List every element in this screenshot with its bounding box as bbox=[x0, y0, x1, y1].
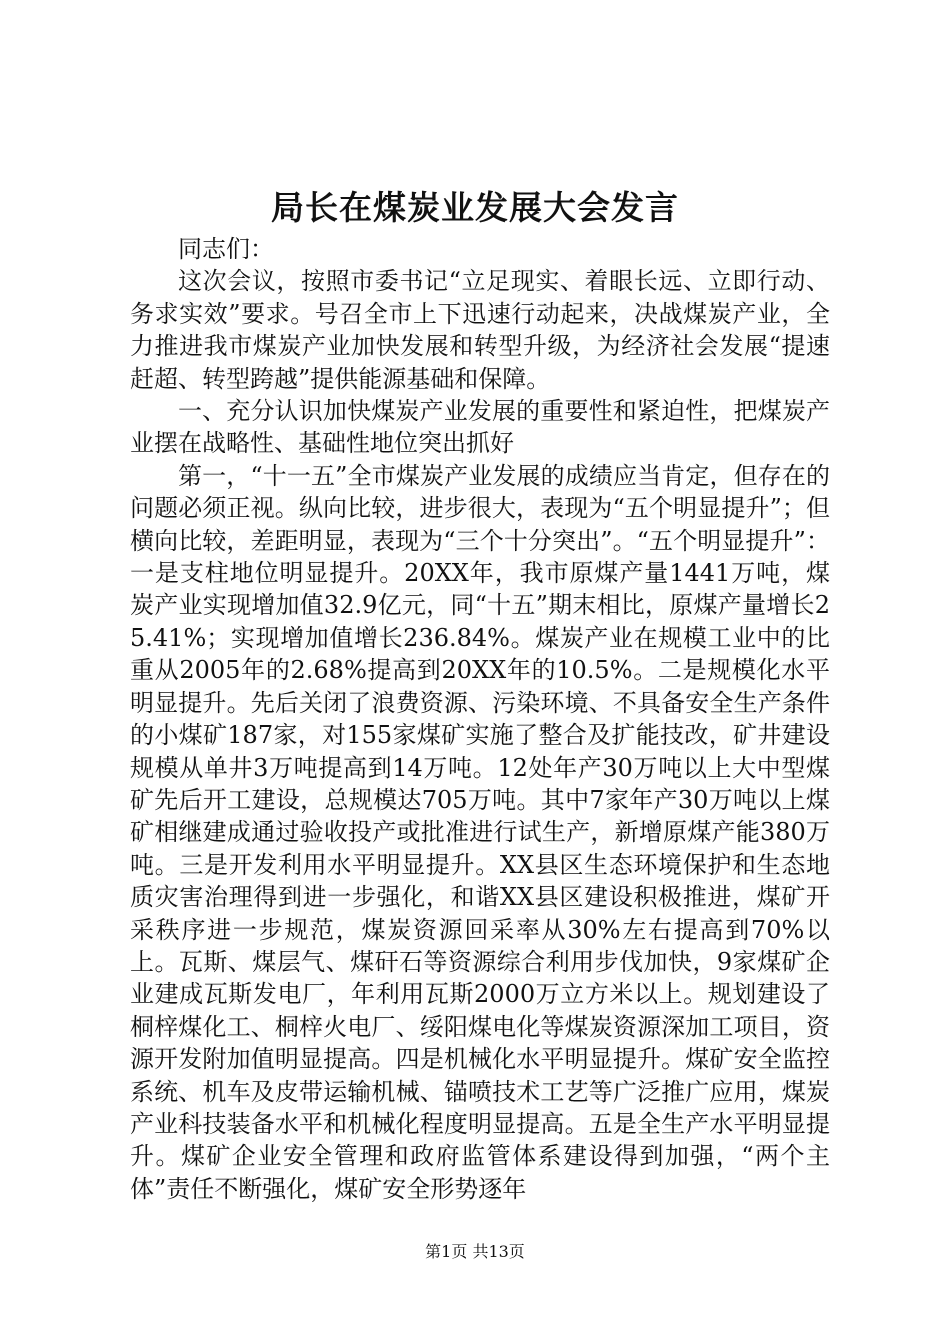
document-title: 局长在煤炭业发展大会发言 bbox=[271, 188, 679, 227]
document-body bbox=[130, 233, 830, 1205]
salutation: 同志们： bbox=[178, 235, 274, 263]
paragraph-section-heading: 一、充分认识加快煤炭产业发展的重要性和紧迫性，把煤炭产业摆在战略性、基础性地位突出抓好 bbox=[130, 397, 830, 458]
paragraph-intro: 这次会议，按照市委书记“立足现实、着眼长远、立即行动、务求实效”要求。号召全市上下迅速行动起来，决战煤炭产业，全力推进我市煤炭产业加快发展和转型升级，为经济社会发展“提速赶超、转型跨越”提供能源基础和保障。 bbox=[130, 267, 830, 393]
paragraph-first-point: 第一，“十一五”全市煤炭产业发展的成绩应当肯定，但存在的问题必须正视。纵向比较，进步很大，表现为“五个明显提升”；但横向比较，差距明显，表现为“三个十分突出”。“五个明显提升”：一是支柱地位明显提升。20XX年，我市原煤产量1441万吨，煤炭产业实现增加值32.9亿元，同“十五”期末相比，原煤产量增长25.41%；实现增加值增长236.84%。煤炭产业在规模工业中的比重从2005年的2.68%提高到20XX年的10.5%。二是规模化水平明显提升。先后关闭了浪费资源、污染环境、不具备安全生产条件的小煤矿187家，对155家煤矿实施了整合及扩能技改，矿井建设规模从单井3万吨提高到14万吨。12处年产30万吨以上大中型煤矿先后开工建设，总规模达705万吨。其中7家年产30万吨以上煤矿相继建成通过验收投产或批准进行试生产，新增原煤产能380万吨。三是开发利用水平明显提升。XX县区生态环境保护和生态地质灾害治理得到进一步强化，和谐XX县区建设积极推进，煤矿开采秩序进一步规范，煤炭资源回采率从30%左右提高到70%以上。瓦斯、煤层气、煤矸石等资源综合利用步伐加快，9家煤矿企业建成瓦斯发电厂，年利用瓦斯2000万立方米以上。规划建设了桐梓煤化工、桐梓火电厂、绥阳煤电化等煤炭资源深加工项目，资源开发附加值明显提高。四是机械化水平明显提升。煤矿安全监控系统、机车及皮带运输机械、锚喷技术工艺等广泛推广应用，煤炭产业科技装备水平和机械化程度明显提高。五是全生产水平明显提升。煤矿企业安全管理和政府监管体系建设得到加强，“两个主体”责任不断强化，煤矿安全形势逐年 bbox=[130, 461, 830, 1203]
page-number-footer: 第1页 共13页 bbox=[425, 1242, 525, 1261]
